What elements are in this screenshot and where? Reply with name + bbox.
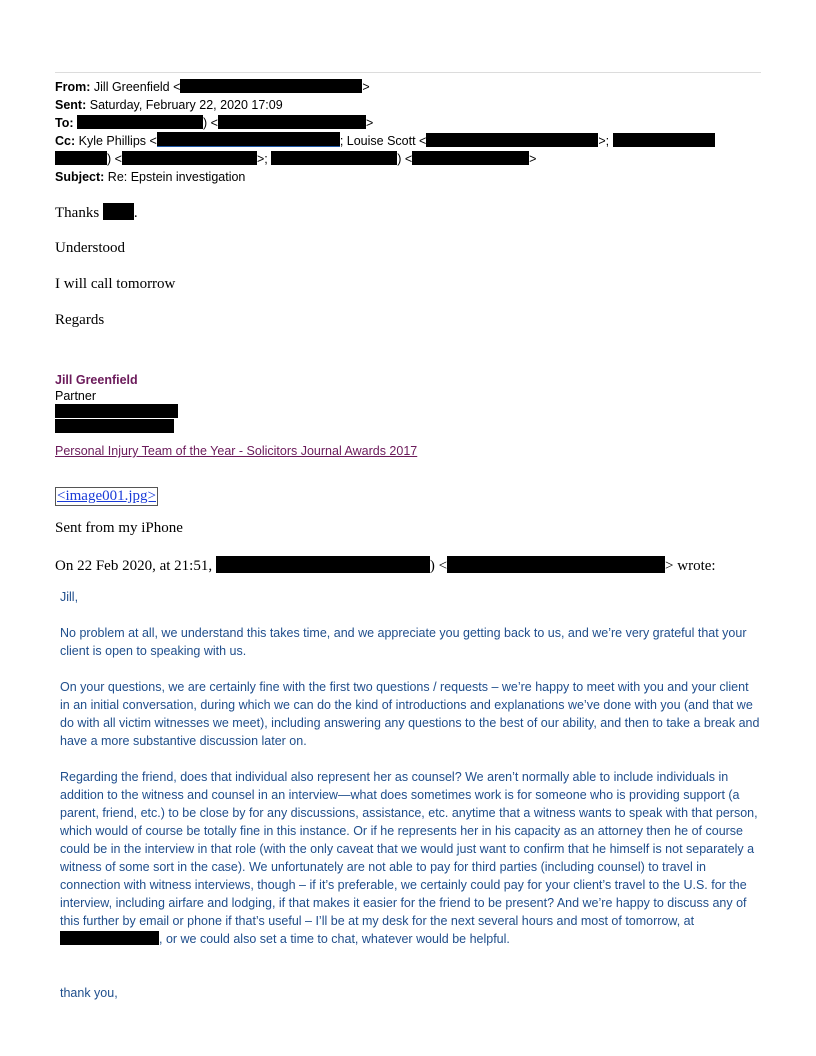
quoted-header: On 22 Feb 2020, at 21:51, ) < > wrote: [55,558,716,574]
redaction-box [426,133,598,147]
signature-name: Jill Greenfield [55,373,138,387]
reply-regards: Regards [55,312,105,328]
email-header [55,78,765,186]
redaction-box [55,419,174,433]
redaction-box [122,151,257,165]
subject-value: Re: Epstein investigation [107,170,246,184]
cc-kyle: Kyle Phillips < [78,134,157,148]
cc-label: Cc: [55,134,76,148]
reply-understood: Understood [55,240,125,256]
reply-thanks: Thanks . [55,205,138,221]
redaction-box [613,133,715,147]
award-link[interactable]: Personal Injury Team of the Year - Solicitors Journal Awards 2017 [55,444,418,458]
quoted-closing: thank you, [60,986,118,1000]
redaction-box [77,115,203,129]
quoted-paragraph-3: Regarding the friend, does that individual also represent her as counsel? We aren’t normally able to include individuals in addition to the witness and counsel in an interview—what does sometimes work is for someone who is providing support (a parent, friend, etc.) to be close by for any discussions, assistance, etc. anytime that a witness wants to speak with that person, which would of course be totally fine in this instance. Or if he represents her in his capacity as an attorney then he of course could be in the interview in that role (with the only caveat that we would just want to confirm that he himself is not separately a witness of some sort in the case). We unfortunately are not able to pay for third parties (including counsel) to travel in connection with witness interviews, though – if it’s preferable, we certainly could pay for your client’s travel to the U.S. for the interview, including airfare and lodging, if that makes it easier for the friend to be present? And we’re happy to discuss any of this further by email or phone if that’s useful – I’ll be at my desk for the next several hours and most of tomorrow, at , or we could also set a time to chat, whatever would be helpful. [60,770,758,946]
cc-louise: ; Louise Scott < [339,134,427,148]
redaction-box [218,115,366,129]
from-label: From: [55,80,91,94]
sent-label: Sent: [55,98,87,112]
to-line: To: ) < > [55,116,374,130]
redaction-box [180,79,362,93]
redaction-box [216,556,430,573]
signature-title: Partner [55,389,96,403]
subject-label: Subject: [55,170,105,184]
subject-line [55,168,765,186]
redaction-box [271,151,397,165]
sent-value: Saturday, February 22, 2020 17:09 [89,98,283,112]
redaction-box [103,203,134,220]
attachment-link[interactable]: <image001.jpg> [57,488,156,504]
cc-line: Cc: Kyle Phillips < ; Louise Scott < >; [55,132,765,150]
redaction-box-link [157,132,340,147]
cc-line-2: ) < >; ) < > [55,150,765,168]
redaction-box [55,404,178,418]
from-name: Jill Greenfield < [93,80,181,94]
reply-call: I will call tomorrow [55,276,176,292]
from-line: From: Jill Greenfield < > [55,80,370,94]
quoted-paragraph-1: No problem at all, we understand this takes time, and we appreciate you getting back to us, and we’re very grateful that your client is open to speaking with us. [60,626,747,658]
redaction-box [55,151,107,165]
sent-line [55,96,765,114]
redaction-box [447,556,665,573]
header-divider [55,72,761,73]
redaction-box [412,151,529,165]
quoted-paragraph-2: On your questions, we are certainly fine with the first two questions / requests – we’re happy to meet with you and your client in an initial conversation, during which we can do the kind of introductions and explanations we’ve done with you (and that we do with all victim witnesses we meet), including answering any questions to the best of our ability, and then to take a break and have a more substantive discussion later on. [60,680,760,748]
sent-from-iphone: Sent from my iPhone [55,520,183,536]
redaction-box [60,931,159,945]
to-label: To: [55,116,74,130]
quoted-greeting: Jill, [60,590,79,604]
